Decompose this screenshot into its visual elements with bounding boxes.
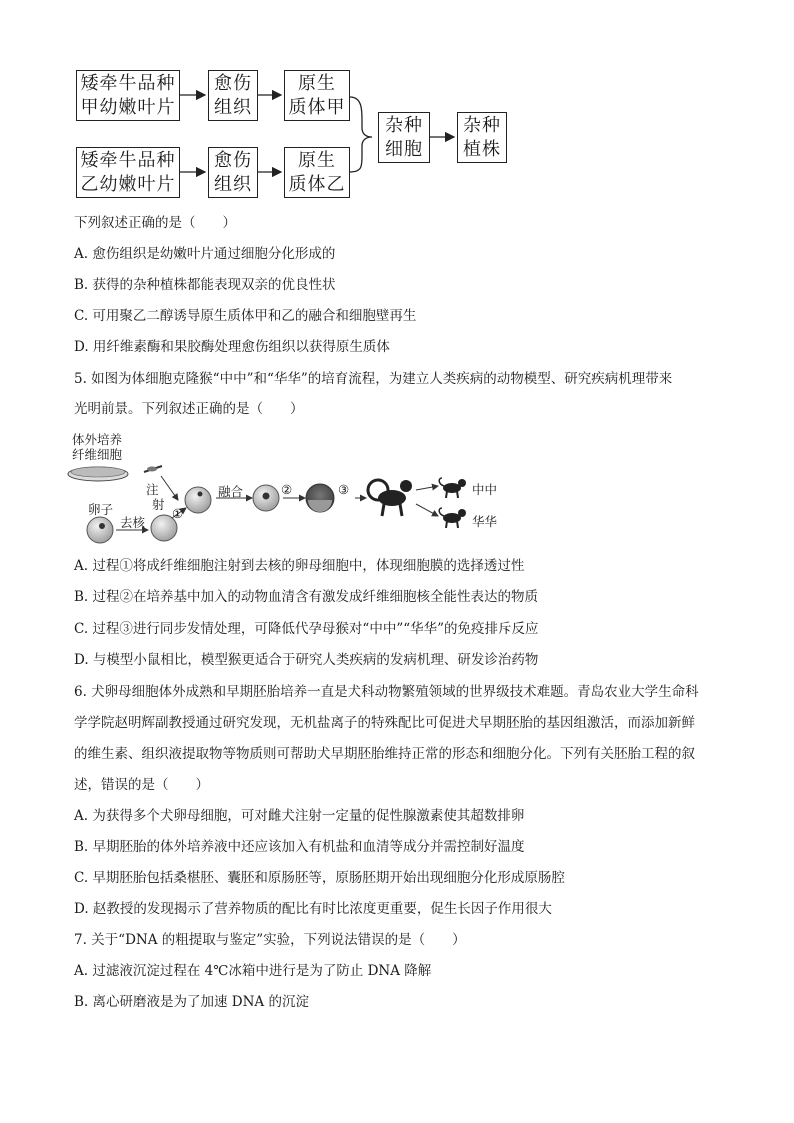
source-box-yi: 矮牵牛品种 乙幼嫩叶片	[76, 147, 180, 198]
q5-option-d: D. 与模型小鼠相比，模型猴更适合于研究人类疾病的发病机理、研发诊治药物	[74, 652, 539, 668]
q5-stem-line-1: 5. 如图为体细胞克隆猴“中中”和“华华”的培育流程，为建立人类疾病的动物模型、研究疾病机理带来	[74, 371, 673, 387]
q7-stem: 7. 关于“DNA 的粗提取与鉴定”实验，下列说法错误的是（ ）	[74, 932, 466, 948]
inject-label-1: 注	[146, 482, 159, 497]
offspring-label-zhongzhong: 中中	[472, 482, 498, 497]
q7-option-b: B. 离心研磨液是为了加速 DNA 的沉淀	[74, 994, 309, 1010]
culture-label-1: 体外培养	[72, 432, 123, 447]
q6-stem-line-4: 述，错误的是（ ）	[74, 777, 209, 793]
injected-egg	[185, 487, 211, 513]
egg-cell	[87, 517, 113, 543]
q6-option-a: A. 为获得多个犬卵母细胞，可对雌犬注射一定量的促性腺激素使其超数排卵	[74, 808, 525, 824]
enucleate-label: 去核	[120, 515, 146, 530]
step-3-label: ③	[338, 482, 350, 497]
hybrid-plant-box: 杂种 植株	[457, 112, 507, 163]
q5-stem-line-2: 光明前景。下列叙述正确的是（ ）	[74, 401, 304, 417]
q4-option-d: D. 用纤维素酶和果胶酶处理愈伤组织以获得原生质体	[74, 339, 390, 355]
step-1-label: ①	[172, 506, 184, 521]
inject-label-2: 射	[152, 497, 165, 512]
q7-option-a: A. 过滤液沉淀过程在 4℃冰箱中进行是为了防止 DNA 降解	[74, 963, 432, 979]
offspring-monkey-icon-1	[439, 478, 466, 498]
q5-option-b: B. 过程②在培养基中加入的动物血清含有激发成纤维细胞核全能性表达的物质	[74, 589, 539, 605]
q5-option-c: C. 过程③进行同步发情处理，可降低代孕母猴对“中中”“华华”的免疫排斥反应	[74, 621, 539, 637]
protoplast-fusion-flowchart	[0, 0, 794, 210]
fuse-label: 融合	[218, 484, 244, 499]
clone-monkey-figure	[66, 428, 526, 550]
hybrid-cell-box: 杂种 细胞	[378, 112, 430, 163]
q6-stem-line-2: 学学院赵明辉副教授通过研究发现，无机盐离子的特殊配比可促进犬早期胚胎的基因组激活，而添加新鲜	[74, 715, 695, 731]
source-box-jia: 矮牵牛品种 甲幼嫩叶片	[76, 70, 180, 121]
q6-option-b: B. 早期胚胎的体外培养液中还应该加入有机盐和血清等成分并需控制好温度	[74, 839, 525, 855]
egg-label: 卵子	[88, 502, 114, 517]
q6-stem-line-3: 的维生素、组织液提取物等物质则可帮助犬早期胚胎维持正常的形态和细胞分化。下列有关胚胎工程的叙	[74, 746, 695, 762]
q4-option-b: B. 获得的杂种植株都能表现双亲的优良性状	[74, 277, 336, 293]
culture-label-2: 纤维细胞	[72, 447, 123, 462]
callus-box-2: 愈伤 组织	[208, 147, 258, 198]
offspring-monkey-icon-2	[439, 508, 466, 528]
protoplast-box-jia: 原生 质体甲	[284, 70, 350, 121]
q6-option-d: D. 赵教授的发现揭示了营养物质的配比有时比浓度更重要，促生长因子作用很大	[74, 901, 552, 917]
q4-stem: 下列叙述正确的是（ ）	[74, 215, 236, 231]
q4-option-c: C. 可用聚乙二醇诱导原生质体甲和乙的融合和细胞壁再生	[74, 308, 417, 324]
step-2-label: ②	[281, 482, 293, 497]
merge-brace	[350, 97, 372, 172]
clone-figure-drawing	[66, 428, 526, 550]
offspring-label-huahua: 华华	[472, 514, 498, 529]
protoplast-box-yi: 原生 质体乙	[284, 147, 350, 198]
callus-box-1: 愈伤 组织	[208, 70, 258, 121]
q6-stem-line-1: 6. 犬卵母细胞体外成熟和早期胚胎培养一直是犬科动物繁殖领域的世界级技术难题。青岛农业大学生命科	[74, 684, 699, 700]
q6-option-c: C. 早期胚胎包括桑椹胚、囊胚和原肠胚等，原肠胚期开始出现细胞分化形成原肠腔	[74, 870, 565, 886]
surrogate-monkey-icon	[368, 480, 412, 516]
q5-option-a: A. 过程①将成纤维细胞注射到去核的卵母细胞中，体现细胞膜的选择透过性	[74, 558, 525, 574]
q4-option-a: A. 愈伤组织是幼嫩叶片通过细胞分化形成的	[74, 246, 336, 262]
